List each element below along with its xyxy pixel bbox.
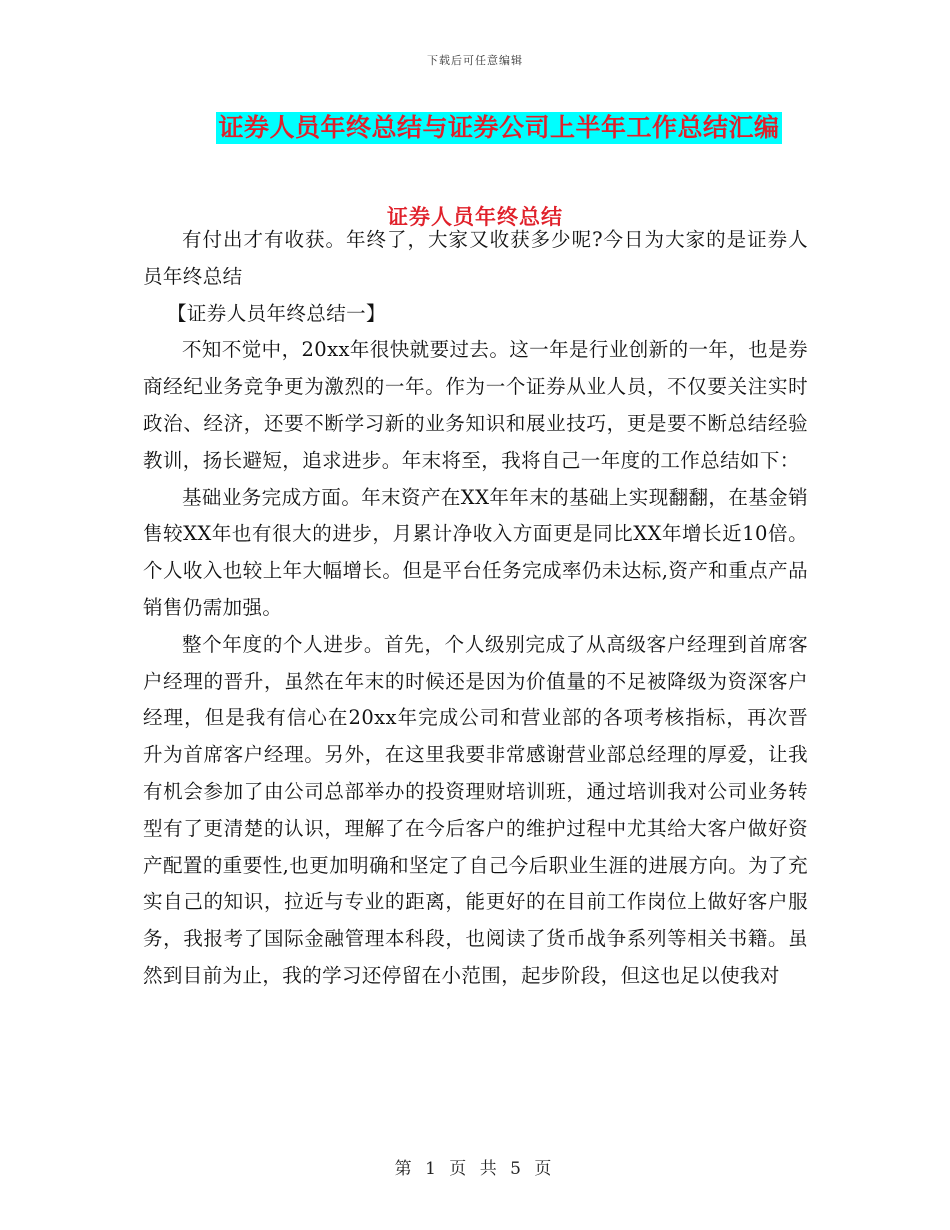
paragraph-basic-business: 基础业务完成方面。年末资产在XX年年末的基础上实现翻翻，在基金销售较XX年也有很大的进步，月累计净收入方面更是同比XX年增长近10倍。个人收入也较上年大幅增长。但是平台任务完成率仍未达标,资产和重点产品销售仍需加强。 [143, 485, 808, 619]
document-title: 证券人员年终总结与证券公司上半年工作总结汇编 [218, 113, 780, 142]
section-title: 证券人员年终总结 [387, 205, 563, 229]
document-body [143, 222, 808, 995]
paragraph-personal-progress: 整个年度的个人进步。首先，个人级别完成了从高级客户经理到首席客户经理的晋升，虽然在年末的时候还是因为价值量的不足被降级为资深客户经理，但是我有信心在20xx年完成公司和营业部的各项考核指标，再次晋升为首席客户经理。另外，在这里我要非常感谢营业部总经理的厚爱，让我有机会参加了由公司总部举办的投资理财培训班，通过培训我对公司业务转型有了更清楚的认识，理解了在今后客户的维护过程中尤其给大客户做好资产配置的重要性,也更加明确和坚定了自己今后职业生涯的进展方向。为了充实自己的知识，拉近与专业的距离，能更好的在目前工作岗位上做好客户服务，我报考了国际金融管理本科段，也阅读了货币战争系列等相关书籍。虽然到目前为止，我的学习还停留在小范围，起步阶段，但这也足以使我对 [143, 632, 808, 987]
page-number-footer: 第 1 页 共 5 页 [394, 1159, 556, 1179]
paragraph-intro: 有付出才有收获。年终了，大家又收获多少呢?今日为大家的是证券人员年终总结 [143, 228, 808, 288]
paragraph-overview: 不知不觉中，20xx年很快就要过去。这一年是行业创新的一年，也是券商经纪业务竞争更为激烈的一年。作为一个证券从业人员，不仅要关注实时政治、经济，还要不断学习新的业务知识和展业技巧，更是要不断总结经验教训，扬长避短，追求进步。年末将至，我将自己一年度的工作总结如下： [143, 338, 808, 472]
paragraph-subheading: 【证券人员年终总结一】 [167, 301, 386, 325]
page-header-note: 下载后可任意编辑 [427, 54, 523, 67]
document-title-container [0, 112, 950, 144]
